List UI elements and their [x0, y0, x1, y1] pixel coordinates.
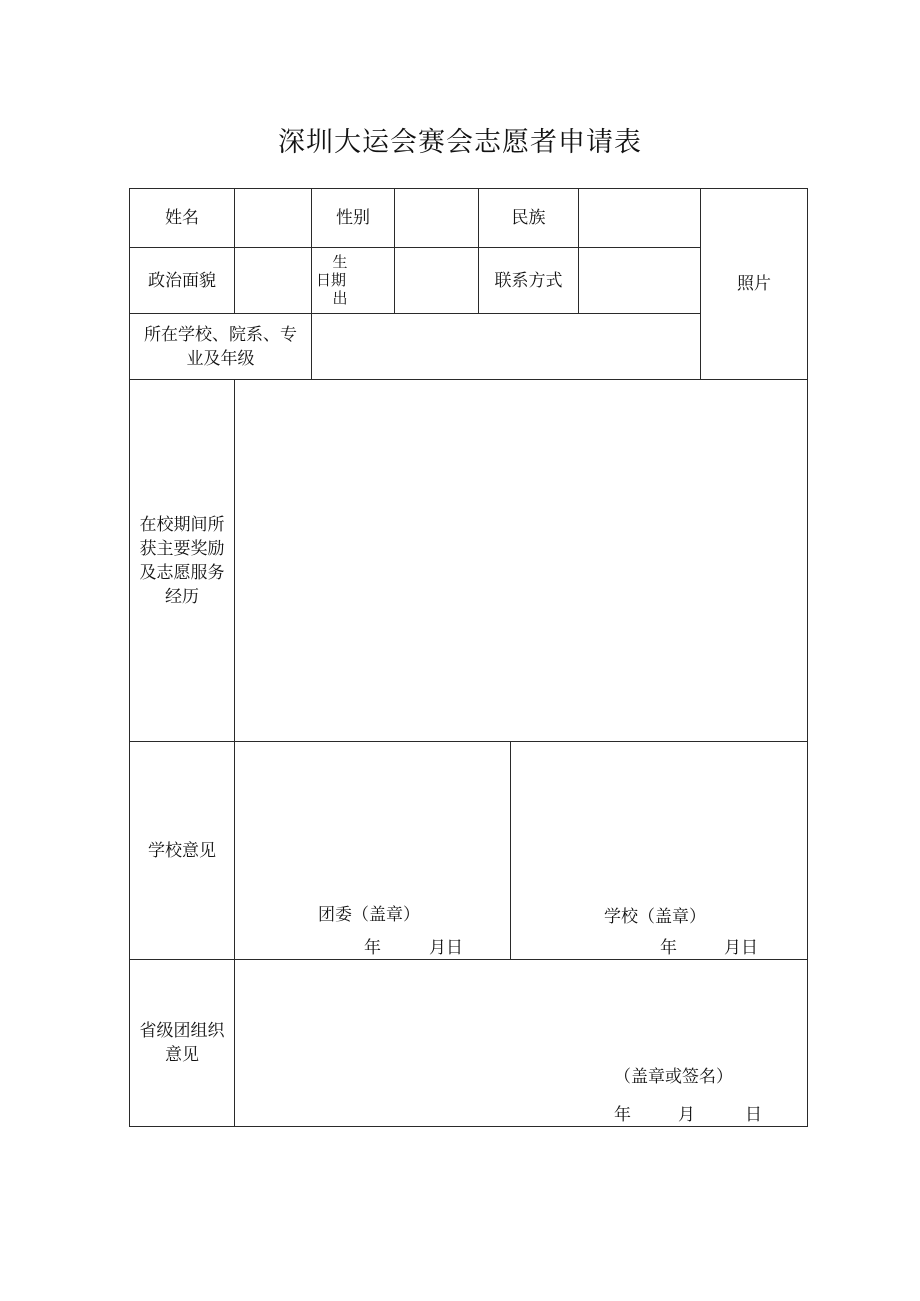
label-awards-line4: 经历: [165, 586, 199, 607]
label-provincial-line2: 意见: [165, 1045, 199, 1065]
table-border-bottom: [129, 1126, 808, 1127]
photo-box[interactable]: [701, 189, 807, 379]
label-school-opinion: 学校意见: [148, 840, 216, 861]
school-department-field[interactable]: [312, 314, 700, 379]
name-field[interactable]: [235, 189, 311, 247]
label-political-status: 政治面貌: [148, 270, 216, 291]
label-awards-line2: 获主要奖励: [139, 538, 225, 559]
label-school-line2: 业及年级: [186, 348, 255, 369]
label-awards-line3: 及志愿服务: [139, 562, 225, 583]
school-year: 年: [660, 938, 677, 958]
contact-field[interactable]: [579, 248, 700, 313]
label-gender: 性别: [336, 208, 370, 228]
youth-league-month-day: 月日: [429, 938, 463, 958]
youth-league-year: 年: [364, 938, 381, 958]
birth-date-field[interactable]: [395, 248, 478, 313]
label-school-department: [130, 314, 311, 379]
ethnicity-field[interactable]: [579, 189, 700, 247]
provincial-year: 年: [614, 1105, 631, 1125]
label-birth-middle: 日期: [316, 271, 347, 289]
youth-league-seal: 团委（盖章）: [318, 905, 420, 925]
school-seal: 学校（盖章）: [604, 907, 706, 927]
label-awards-experience: [130, 380, 234, 741]
page-title: 深圳大运会赛会志愿者申请表: [278, 127, 642, 158]
provincial-month: 月: [678, 1105, 695, 1125]
provincial-seal-or-signature: （盖章或签名）: [614, 1067, 733, 1087]
label-school-line1: 所在学校、院系、专: [144, 324, 297, 345]
label-name: 姓名: [165, 208, 199, 228]
label-birth-date: [312, 253, 368, 307]
provincial-day: 日: [745, 1105, 762, 1125]
label-birth-bottom: 出: [332, 289, 348, 307]
awards-experience-field[interactable]: [235, 380, 807, 741]
label-awards-line1: 在校期间所: [139, 514, 225, 535]
label-provincial-opinion: [130, 960, 234, 1126]
label-contact: 联系方式: [494, 270, 563, 291]
label-provincial-line1: 省级团组织: [139, 1021, 225, 1041]
label-birth-top: 生: [332, 253, 348, 271]
label-ethnicity: 民族: [511, 208, 546, 228]
provincial-opinion-area[interactable]: [235, 960, 807, 1126]
gender-field[interactable]: [395, 189, 478, 247]
label-photo: 照片: [737, 274, 771, 294]
political-status-field[interactable]: [235, 248, 311, 313]
table-border-right: [807, 188, 808, 1127]
school-month-day: 月日: [724, 938, 758, 958]
